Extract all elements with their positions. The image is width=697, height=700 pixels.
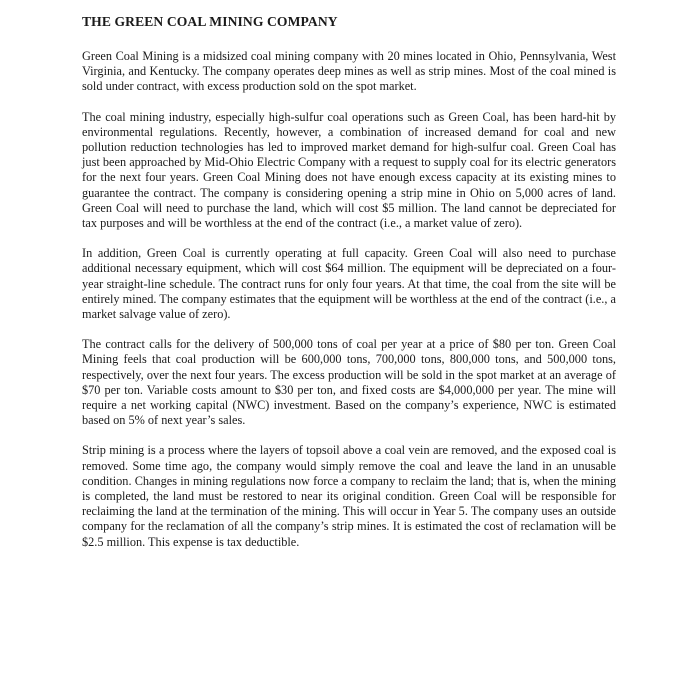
document-title: THE GREEN COAL MINING COMPANY	[82, 14, 338, 29]
paragraph-industry-contract: The coal mining industry, especially high-sulfur coal operations such as Green Coal, has been hard-hit by environmental regulations. Recently, however, a combination of increased demand for coal and new pollution reduction technologies has led to improved market demand for high-sulfur coal. Green Coal has just been approached by Mid-Ohio Electric Company with a request to supply coal for its electric generators for the next four years. Green Coal Mining does not have enough excess capacity at its existing mines to guarantee the contract. The company is considering opening a strip mine in Ohio on 5,000 acres of land. Green Coal will need to purchase the land, which will cost $5 million. The land cannot be depreciated for tax purposes and will be worthless at the end of the contract (i.e., a market value of zero).	[82, 109, 616, 231]
document-page	[82, 14, 616, 565]
paragraph-reclamation: Strip mining is a process where the layers of topsoil above a coal vein are removed, and the exposed coal is removed. Some time ago, the company would simply remove the coal and leave the land in an unusable condition. Changes in mining regulations now force a company to reclaim the land; that is, when the mining is completed, the land must be restored to near its original condition. Green Coal will be responsible for reclaiming the land at the termination of the mining. This will occur in Year 5. The company uses an outside company for the reclamation of all the company’s strip mines. It is estimated the cost of reclamation will be $2.5 million. This expense is tax deductible.	[82, 443, 616, 549]
paragraph-equipment: In addition, Green Coal is currently operating at full capacity. Green Coal will also need to purchase additional necessary equipment, which will cost $64 million. The equipment will be depreciated on a four-year straight-line schedule. The contract runs for only four years. At that time, the coal from the site will be entirely mined. The company estimates that the equipment will be worthless at the end of the contract (i.e., a market salvage value of zero).	[82, 246, 616, 322]
paragraph-company-overview: Green Coal Mining is a midsized coal mining company with 20 mines located in Ohio, Pennsylvania, West Virginia, and Kentucky. The company operates deep mines as well as strip mines. Most of the coal mined is sold under contract, with excess production sold on the spot market.	[82, 49, 616, 94]
paragraph-contract-terms: The contract calls for the delivery of 500,000 tons of coal per year at a price of $80 per ton. Green Coal Mining feels that coal production will be 600,000 tons, 700,000 tons, 800,000 tons, and 500,000 tons, respectively, over the next four years. The excess production will be sold in the spot market at an average of $70 per ton. Variable costs amount to $30 per ton, and fixed costs are $4,000,000 per year. The mine will require a net working capital (NWC) investment. Based on the company’s experience, NWC is estimated based on 5% of next year’s sales.	[82, 337, 616, 428]
